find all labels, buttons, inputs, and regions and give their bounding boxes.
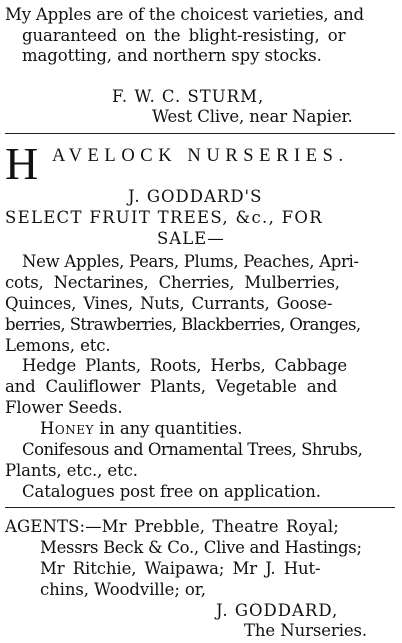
subtitle-line-2: SALE— [157,229,225,248]
agents-line-4: chins, Woodville; or, [40,580,206,599]
honey-line [40,419,242,439]
headline: AVELOCK NURSERIES. [52,146,349,166]
proprietor-name: J. GODDARD'S [128,187,263,206]
body-line-6: Hedge Plants, Roots, Herbs, Cabbage [22,356,347,375]
body-line-3: Quinces, Vines, Nuts, Currants, Goose- [5,294,333,313]
sturm-text-line-1: My Apples are of the choicest varieties, and [5,5,364,24]
body-line-1: New Apples, Pears, Plums, Peaches, Apri- [22,252,359,271]
agents-line-2: Messrs Beck & Co., Clive and Hastings; [40,538,362,557]
closing-name: J. GODDARD, [216,601,339,620]
subtitle-line-1: SELECT FRUIT TREES, &c., FOR [5,208,323,227]
body-line-7: and Cauliflower Plants, Vegetable and [5,377,338,396]
honey-word: Honey [40,419,94,438]
headline-dropcap: H [5,138,39,189]
sturm-signature-place: West Clive, near Napier. [152,107,353,126]
trees-line-1: Conifesous and Ornamental Trees, Shrubs, [22,440,363,459]
body-line-4: berries, Strawberries, Blackberries, Oranges, [5,315,361,334]
agents-divider [5,507,395,508]
body-line-8: Flower Seeds. [5,398,123,417]
body-line-2: cots, Nectarines, Cherries, Mulberries, [5,273,340,292]
agents-line-3: Mr Ritchie, Waipawa; Mr J. Hut- [40,559,321,578]
agents-line-1: AGENTS:—Mr Prebble, Theatre Royal; [5,517,339,536]
sturm-text-line-3: magotting, and northern spy stocks. [22,46,322,65]
divider-rule [5,133,395,134]
closing-place: The Nurseries. [244,621,368,640]
catalogue-line: Catalogues post free on application. [22,482,321,501]
sturm-text-line-2: guaranteed on the blight-resisting, or [22,26,346,45]
honey-rest: in any quantities. [93,419,243,438]
sturm-signature-name: F. W. C. STURM, [112,87,265,106]
body-line-5: Lemons, etc. [5,336,111,355]
trees-line-2: Plants, etc., etc. [5,461,138,480]
